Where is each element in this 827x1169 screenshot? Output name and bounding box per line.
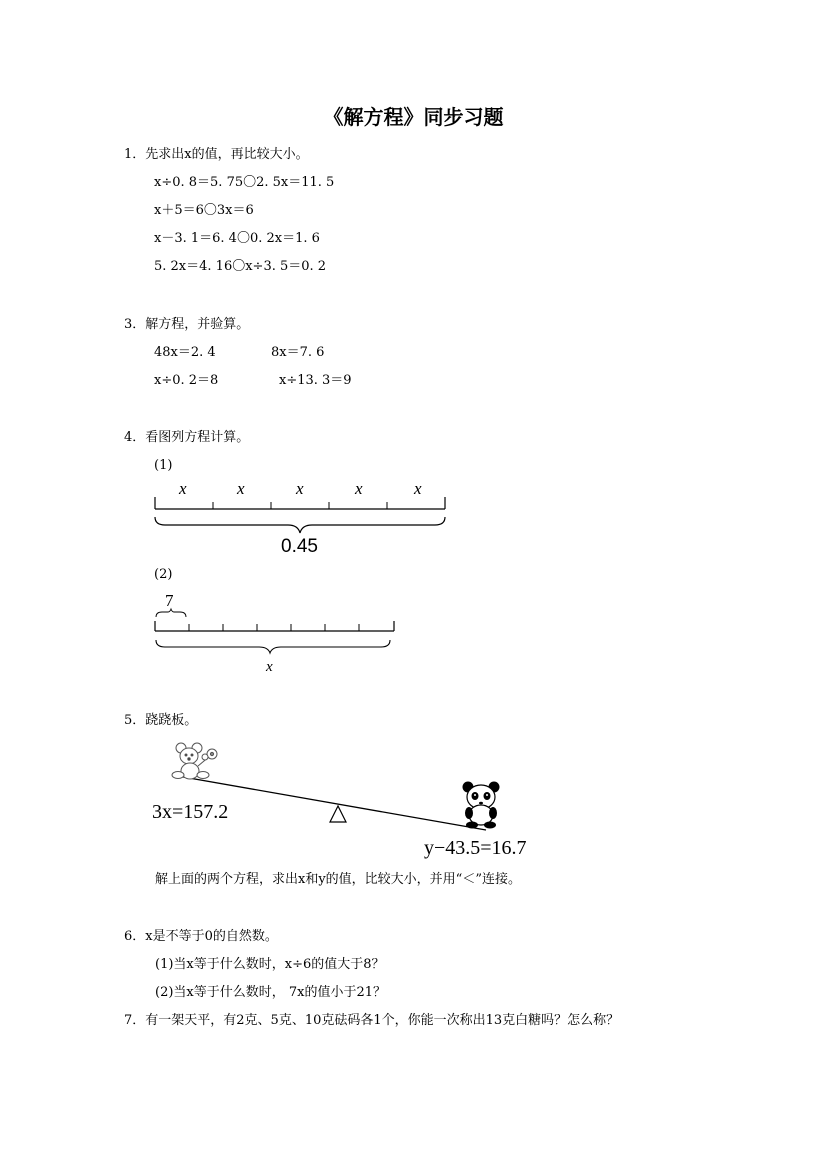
q6-stem: 6．x是不等于0的自然数。 [124, 929, 278, 944]
q3-stem: 3．解方程，并验算。 [124, 317, 250, 332]
q5-instruction: 解上面的两个方程，求出x和y的值，比较大小，并用“＜”连接。 [155, 872, 521, 887]
segment-label-x-3: x [296, 479, 304, 498]
seesaw-right-equation: y−43.5=16.7 [424, 837, 527, 859]
q7-stem: 7．有一架天平，有2克、5克、10克砝码各1个，你能一次称出13克白糖吗？怎么称？ [124, 1013, 620, 1028]
panda-icon [463, 782, 500, 829]
segment-label-x-5: x [414, 479, 422, 498]
q1-row-2: x＋5＝6〇3x＝6 [154, 203, 254, 218]
q5-stem: 5．跷跷板。 [124, 713, 198, 728]
q1-row-4: 5. 2x＝4. 16〇x÷3. 5＝0. 2 [154, 259, 327, 274]
q4-part2-label: (2) [154, 567, 173, 582]
page-title: 《解方程》同步习题 [323, 105, 504, 129]
q6-item-2: (2)当x等于什么数时， 7x的值小于21？ [155, 985, 387, 1000]
total-label-2: x [266, 659, 273, 675]
total-label-1: 0.45 [281, 536, 318, 557]
q3-eq-4: x÷13. 3＝9 [279, 373, 352, 388]
teddy-bear-icon [172, 743, 217, 779]
segment-label-x-1: x [179, 479, 187, 498]
seesaw-left-equation: 3x=157.2 [152, 801, 229, 823]
q1-row-1: x÷0. 8＝5. 75〇2. 5x＝11. 5 [154, 175, 335, 190]
q3-eq-3: x÷0. 2＝8 [154, 373, 219, 388]
fulcrum-triangle [330, 806, 346, 822]
q3-eq-1: 48x＝2. 4 [154, 345, 216, 360]
segment-value-7: 7 [165, 591, 174, 610]
q4-part1-label: (1) [154, 458, 173, 473]
q1-row-3: x－3. 1＝6. 4〇0. 2x＝1. 6 [154, 231, 320, 246]
q6-item-1: (1)当x等于什么数时，x÷6的值大于8？ [155, 957, 385, 972]
segment-label-x-2: x [237, 479, 245, 498]
q3-eq-2: 8x＝7. 6 [271, 345, 325, 360]
q4-stem: 4．看图列方程计算。 [124, 430, 250, 445]
q1-stem: 1．先求出x的值，再比较大小。 [124, 147, 309, 162]
segment-label-x-4: x [355, 479, 363, 498]
